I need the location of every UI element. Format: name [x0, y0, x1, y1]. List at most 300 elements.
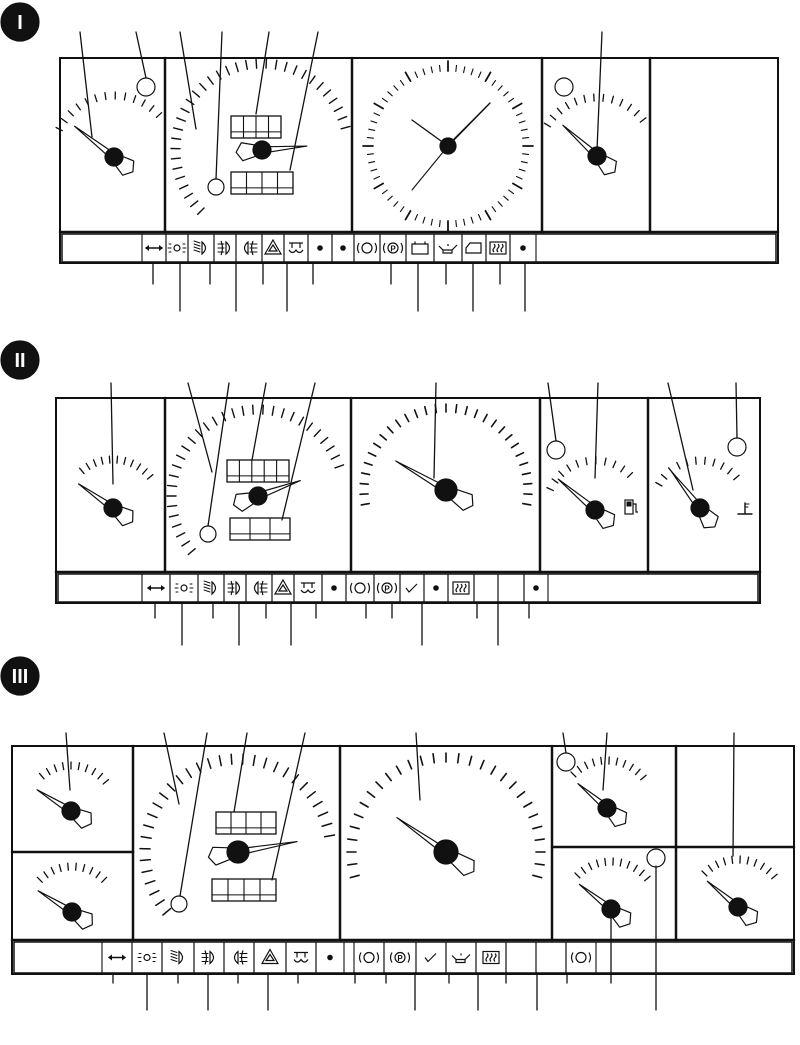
- tick: [465, 407, 467, 415]
- beam: [171, 957, 177, 959]
- gauge-needle: [563, 125, 617, 175]
- seat-belt-icon: [406, 584, 417, 592]
- warning-lamp-2: [647, 849, 665, 867]
- clock-tick: [504, 92, 508, 96]
- speedometer: [140, 754, 334, 915]
- odometer-frame: [230, 518, 290, 540]
- tick: [627, 104, 631, 110]
- gauge-scale: [547, 457, 633, 491]
- badge-numeral: II: [14, 350, 26, 372]
- front-fog-icon: [228, 581, 240, 595]
- tick: [585, 762, 588, 768]
- belt: [425, 954, 436, 962]
- tick: [535, 839, 544, 840]
- gauge-21: [702, 856, 777, 925]
- tick: [628, 473, 633, 478]
- beam: [194, 241, 200, 243]
- tick: [716, 861, 719, 867]
- gauge-scale: [571, 757, 646, 780]
- tick: [425, 407, 427, 415]
- tick: [348, 864, 357, 865]
- callout-: [668, 383, 693, 490]
- callout-: [282, 383, 315, 520]
- tick: [317, 83, 323, 90]
- clock-tick: [382, 98, 387, 102]
- tick: [176, 776, 182, 784]
- tick: [302, 70, 306, 78]
- tick: [506, 435, 512, 440]
- disc: [576, 953, 586, 963]
- tick: [566, 103, 570, 109]
- p-mark: P: [397, 954, 403, 963]
- needle-hub: [253, 141, 271, 159]
- tick: [51, 868, 54, 874]
- gauge-9: [571, 757, 646, 826]
- tick: [350, 826, 359, 828]
- tick: [620, 100, 623, 106]
- clock-hub: [440, 138, 456, 154]
- needle-hub: [586, 501, 604, 519]
- warning-strip-I: [62, 234, 776, 262]
- clock-tick: [431, 219, 432, 225]
- needle-hub: [729, 898, 747, 916]
- tick: [550, 115, 555, 120]
- tick: [376, 782, 382, 788]
- tick: [350, 875, 359, 877]
- callout-: [208, 383, 229, 526]
- tick: [623, 761, 626, 768]
- tick: [168, 506, 177, 507]
- gauge-needle: [578, 784, 627, 827]
- tick: [533, 826, 542, 828]
- clock-tick: [471, 69, 473, 75]
- clock-tick: [388, 196, 392, 200]
- tick: [85, 765, 87, 772]
- disc: [355, 583, 365, 593]
- blank-indicator-dot: [328, 955, 332, 959]
- tick: [636, 769, 641, 774]
- tick: [581, 867, 585, 873]
- brake-pad-wear-icon: [360, 953, 379, 963]
- speed-scale: [167, 405, 344, 554]
- clock-tick: [431, 67, 432, 73]
- clock-tick: [369, 162, 375, 163]
- tick: [367, 792, 374, 797]
- can: [439, 244, 457, 253]
- gauge-scale: [40, 762, 109, 784]
- indicator-arrows-icon: [145, 245, 163, 251]
- tick: [78, 763, 79, 770]
- tick: [374, 443, 381, 447]
- tick: [172, 524, 180, 527]
- lamp: [144, 955, 150, 961]
- tick: [524, 803, 532, 808]
- tick: [547, 488, 553, 491]
- leader-line: [736, 383, 737, 438]
- arrow-right: [159, 245, 163, 251]
- tick: [54, 765, 56, 772]
- warning-lamp-2: [728, 438, 746, 456]
- tick: [702, 871, 707, 876]
- tick: [80, 468, 84, 473]
- callout-: [252, 383, 266, 460]
- tick: [331, 455, 339, 459]
- leader-line: [548, 383, 556, 441]
- rear-window-heater-icon: [453, 582, 469, 594]
- tick: [612, 96, 614, 103]
- heat-wave: [493, 244, 495, 252]
- heat-wave: [501, 244, 503, 252]
- leader-line: [563, 733, 566, 753]
- tick: [613, 461, 616, 467]
- lamp: [235, 952, 239, 964]
- tick: [597, 860, 599, 867]
- tick: [59, 865, 61, 872]
- tick: [191, 201, 198, 207]
- tick: [156, 900, 164, 905]
- callout-: [548, 383, 556, 441]
- clock-tick: [479, 72, 481, 77]
- tick: [552, 479, 558, 483]
- gauge-scale: [544, 94, 645, 127]
- beam: [194, 244, 200, 246]
- front-fog-icon: [218, 241, 230, 255]
- tick: [133, 96, 135, 103]
- callout-: [180, 32, 196, 129]
- tick: [177, 533, 185, 537]
- tick: [360, 803, 368, 808]
- rear-fog-icon: [235, 951, 248, 965]
- gauge-1: [656, 457, 739, 528]
- trip-odometer: [227, 460, 289, 482]
- oil-pressure-icon: [439, 244, 457, 253]
- tick: [388, 427, 393, 433]
- tick: [94, 460, 97, 466]
- glow-plug-icon: [294, 953, 308, 963]
- sidelights-icon: [138, 954, 156, 962]
- beam: [171, 951, 177, 953]
- sidelights-icon: [168, 244, 186, 252]
- tick: [772, 874, 777, 878]
- leader-line: [416, 733, 420, 800]
- tick: [143, 469, 148, 474]
- indicator-arrows-icon: [147, 585, 165, 591]
- tick: [188, 438, 195, 444]
- tick: [522, 473, 530, 475]
- tick: [713, 459, 715, 466]
- tick: [96, 872, 100, 878]
- trip-odometer: [216, 812, 276, 834]
- warning-lamp-8: [557, 753, 575, 771]
- callout-: [563, 733, 566, 753]
- callout-: [188, 383, 212, 472]
- parking-brake-icon: [384, 243, 403, 254]
- can: [452, 954, 470, 963]
- rear-fog-icon: [245, 241, 258, 255]
- tick: [456, 405, 457, 413]
- panel-III: [1, 657, 794, 1010]
- tick: [173, 167, 182, 169]
- leader-line: [252, 383, 266, 460]
- tick: [341, 126, 350, 128]
- heat-wave: [456, 584, 458, 592]
- lamp: [179, 952, 183, 964]
- callout-: [272, 733, 305, 880]
- lamp: [245, 242, 249, 254]
- tick: [168, 485, 177, 486]
- rear-fog-icon: [255, 581, 268, 595]
- parking-brake-icon: [378, 583, 397, 594]
- tick: [677, 463, 680, 469]
- door-open-icon: [466, 243, 481, 253]
- clock-tick: [513, 184, 522, 189]
- tick: [361, 504, 369, 505]
- tick: [499, 427, 504, 433]
- clock-tick: [517, 113, 522, 115]
- blank-indicator-dot: [521, 246, 525, 250]
- tick: [275, 60, 276, 69]
- leader-line: [597, 32, 602, 150]
- brackets: [358, 243, 377, 253]
- tick: [529, 814, 537, 817]
- low-beam-icon: [194, 241, 206, 254]
- lamp: [181, 585, 187, 591]
- rear-window-heater-icon: [490, 242, 506, 254]
- seat-belt-icon: [425, 954, 436, 962]
- clock-tick: [523, 154, 529, 155]
- needle-hub: [105, 148, 123, 166]
- tick: [231, 754, 232, 764]
- tick: [721, 463, 724, 469]
- tick: [662, 475, 667, 480]
- door: [466, 243, 481, 253]
- tick: [634, 865, 638, 871]
- tick: [362, 473, 370, 475]
- gauge-needle: [38, 891, 92, 929]
- lamp: [255, 582, 259, 594]
- beam: [171, 954, 177, 956]
- leader-line: [180, 733, 207, 896]
- tick: [144, 825, 154, 828]
- gauge-9: [547, 457, 633, 528]
- tick: [754, 860, 757, 867]
- tick: [396, 420, 401, 426]
- leader-line: [668, 383, 693, 490]
- clock-tick: [406, 211, 411, 220]
- blank-indicator-dot: [534, 586, 538, 590]
- tick: [299, 417, 304, 425]
- leader-line: [282, 383, 315, 520]
- warning-lamp-4: [208, 179, 224, 195]
- tick: [92, 769, 96, 775]
- callout-: [256, 32, 269, 114]
- disc: [362, 243, 372, 253]
- arrow-left: [147, 585, 151, 591]
- odometer: [212, 879, 276, 901]
- battery-charge-icon: [412, 242, 428, 254]
- tick: [559, 471, 564, 476]
- tick: [520, 463, 528, 466]
- needle-hub: [691, 499, 709, 517]
- p-mark: P: [384, 584, 390, 594]
- clock-tick: [440, 221, 441, 227]
- leader-line: [136, 32, 146, 78]
- clock-tick: [374, 184, 383, 189]
- tick: [153, 803, 162, 808]
- clock-tick: [464, 67, 465, 73]
- tick: [605, 458, 606, 465]
- gauge-scale: [575, 858, 650, 881]
- brackets: [360, 953, 379, 963]
- lamp: [226, 242, 230, 254]
- tick: [640, 870, 645, 875]
- tick: [348, 839, 357, 840]
- callout-: [136, 32, 146, 78]
- callout-: [290, 32, 318, 170]
- arrow-left: [108, 955, 112, 961]
- tick: [101, 457, 103, 464]
- tick: [360, 484, 368, 485]
- arrow-left: [145, 245, 149, 251]
- tick: [492, 420, 497, 426]
- tick: [272, 406, 274, 415]
- needle-hub: [598, 799, 616, 817]
- tick: [204, 423, 209, 430]
- tick: [324, 90, 331, 96]
- tick: [103, 780, 108, 784]
- coil: [294, 953, 308, 963]
- gauge-needle: [579, 884, 630, 927]
- tick: [640, 118, 646, 122]
- tick: [405, 414, 409, 421]
- tick: [208, 77, 213, 84]
- tick: [645, 876, 650, 880]
- clock-tick: [509, 98, 514, 102]
- tick: [576, 461, 579, 468]
- clock-tick: [504, 196, 508, 200]
- clock-tick: [521, 129, 527, 130]
- odometer-frame: [227, 460, 289, 482]
- leader-line: [180, 32, 196, 129]
- clock-tick: [523, 138, 529, 139]
- clock-tick: [415, 72, 417, 77]
- tick: [656, 483, 662, 487]
- fuel-pump-icon: [625, 500, 638, 514]
- tick: [163, 909, 171, 915]
- callout-: [164, 733, 179, 804]
- tick: [142, 100, 145, 106]
- clock-tick: [388, 92, 392, 96]
- lamp: [174, 245, 180, 251]
- tick: [290, 412, 294, 420]
- triangle-outer: [265, 240, 281, 254]
- needle-hub: [249, 487, 267, 505]
- coil: [301, 583, 315, 593]
- tick: [283, 768, 288, 777]
- tick: [140, 860, 150, 861]
- callout-: [66, 733, 70, 790]
- tick: [380, 435, 386, 440]
- tick: [68, 111, 73, 116]
- tick: [198, 208, 204, 214]
- tick: [586, 458, 587, 465]
- tick: [696, 457, 697, 464]
- tick: [517, 792, 524, 797]
- front-fog-icon: [202, 951, 214, 965]
- blank-indicator-dot: [332, 586, 336, 590]
- tick: [584, 95, 585, 102]
- brake-pad-wear-icon: [358, 243, 377, 253]
- tick: [728, 468, 732, 473]
- odometer: [230, 518, 290, 540]
- tick: [147, 475, 152, 479]
- clock-tick: [471, 217, 473, 223]
- heat-wave: [494, 954, 496, 962]
- tick: [68, 863, 69, 870]
- hazard-warning-icon: [262, 950, 278, 964]
- brackets: [572, 953, 591, 963]
- tick: [226, 67, 230, 75]
- lamp: [212, 582, 216, 594]
- rear-window-heater-icon: [483, 952, 499, 964]
- p-mark: P: [390, 244, 396, 254]
- tick: [117, 456, 118, 463]
- gauge-scale: [80, 456, 153, 479]
- tachometer: [360, 404, 532, 510]
- tick: [124, 93, 125, 100]
- tick: [95, 95, 97, 102]
- clock-tick: [382, 190, 387, 194]
- tick: [313, 802, 322, 807]
- tick: [732, 856, 733, 863]
- tick: [182, 446, 190, 451]
- tick: [501, 773, 506, 780]
- leader-line: [733, 733, 734, 856]
- tick: [150, 891, 159, 895]
- tick: [102, 877, 107, 882]
- tick: [533, 875, 542, 877]
- tick: [186, 99, 193, 104]
- tick: [47, 769, 51, 775]
- brackets: [351, 583, 370, 593]
- lamp: [202, 242, 206, 254]
- needle-hub: [435, 479, 457, 501]
- badge-numeral: III: [11, 666, 29, 688]
- gauge-needle: [79, 484, 133, 526]
- gauge-scale: [656, 457, 739, 486]
- heat-wave: [486, 954, 488, 962]
- tick: [567, 465, 571, 471]
- tick: [44, 872, 48, 878]
- clock-tick: [423, 69, 425, 75]
- tick: [172, 465, 180, 468]
- tick: [491, 766, 496, 774]
- warning-strip-III: [14, 942, 792, 973]
- warning-lamp-8: [555, 78, 573, 96]
- clock-tick: [374, 177, 379, 179]
- tick: [747, 857, 748, 864]
- tick: [589, 863, 592, 869]
- triangle-outer: [262, 950, 278, 964]
- speed-needle: [236, 141, 307, 161]
- arrow-right: [122, 955, 126, 961]
- callout-: [180, 733, 207, 896]
- trip-odometer: [231, 116, 281, 138]
- tick: [253, 755, 255, 765]
- tick: [62, 763, 63, 770]
- tick: [177, 118, 185, 121]
- tick: [307, 792, 315, 798]
